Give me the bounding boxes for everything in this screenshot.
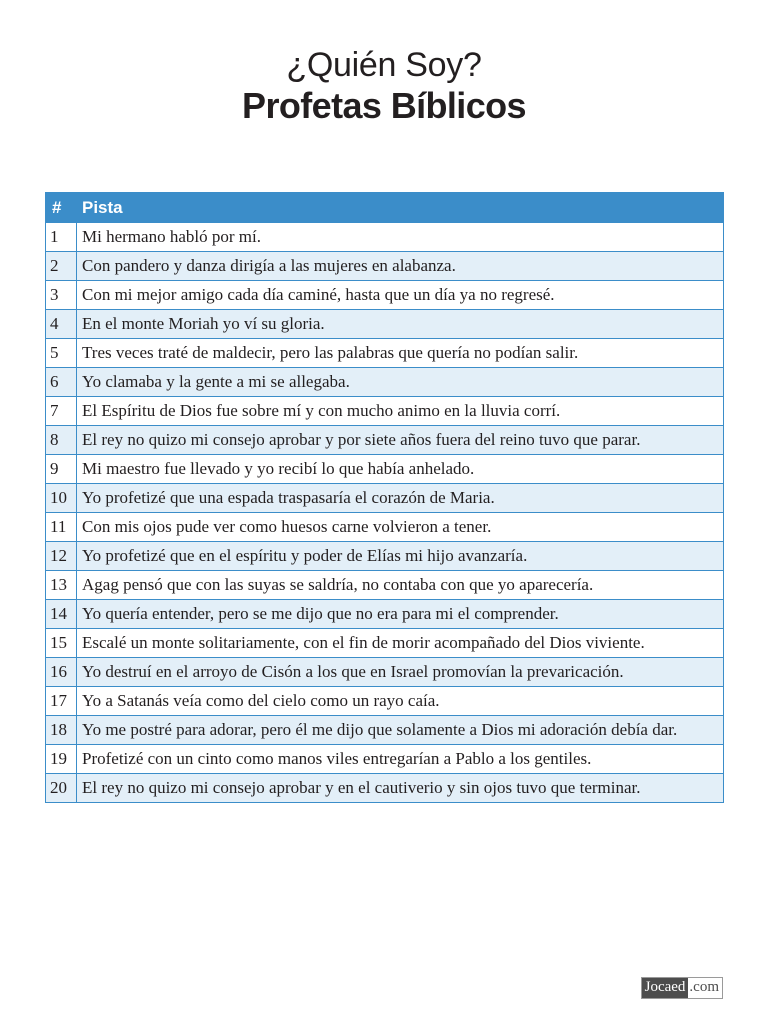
logo-tld: .com (688, 978, 722, 998)
table-row (46, 658, 724, 687)
clue-text: Yo me postré para adorar, pero él me dijo que solamente a Dios mi adoración debía dar. (77, 716, 724, 745)
table-row (46, 513, 724, 542)
table-row (46, 455, 724, 484)
clue-number: 1 (46, 223, 77, 252)
clues-table (45, 192, 724, 803)
clue-text: Mi hermano habló por mí. (77, 223, 724, 252)
clue-number: 17 (46, 687, 77, 716)
clue-text: Yo a Satanás veía como del cielo como un rayo caía. (77, 687, 724, 716)
clue-number: 15 (46, 629, 77, 658)
clue-number: 14 (46, 600, 77, 629)
clue-number: 5 (46, 339, 77, 368)
table-row (46, 774, 724, 803)
page-title: Profetas Bíblicos (242, 85, 526, 126)
clue-text: Con pandero y danza dirigía a las mujeres en alabanza. (77, 252, 724, 281)
table-row (46, 310, 724, 339)
clue-number: 20 (46, 774, 77, 803)
clue-text: El Espíritu de Dios fue sobre mí y con mucho animo en la lluvia corrí. (77, 397, 724, 426)
page-subtitle: ¿Quién Soy? (286, 46, 482, 84)
table-row (46, 745, 724, 774)
jocaed-logo (641, 977, 723, 999)
table-row (46, 716, 724, 745)
clue-text: Mi maestro fue llevado y yo recibí lo que había anhelado. (77, 455, 724, 484)
clue-text: El rey no quizo mi consejo aprobar y en el cautiverio y sin ojos tuvo que terminar. (77, 774, 724, 803)
clue-number: 18 (46, 716, 77, 745)
table-row (46, 223, 724, 252)
clue-text: Tres veces traté de maldecir, pero las palabras que quería no podían salir. (77, 339, 724, 368)
clue-number: 13 (46, 571, 77, 600)
clue-text: Yo quería entender, pero se me dijo que no era para mi el comprender. (77, 600, 724, 629)
clue-number: 7 (46, 397, 77, 426)
clue-number: 12 (46, 542, 77, 571)
title-block (0, 44, 768, 126)
clue-number: 16 (46, 658, 77, 687)
clue-number: 9 (46, 455, 77, 484)
table-row (46, 687, 724, 716)
clue-number: 10 (46, 484, 77, 513)
table-row (46, 484, 724, 513)
table-row (46, 397, 724, 426)
clue-number: 8 (46, 426, 77, 455)
clue-text: Yo profetizé que en el espíritu y poder de Elías mi hijo avanzaría. (77, 542, 724, 571)
table-row (46, 600, 724, 629)
clue-text: Con mi mejor amigo cada día caminé, hasta que un día ya no regresé. (77, 281, 724, 310)
logo-brand: Jocaed (642, 978, 689, 998)
table-row (46, 368, 724, 397)
clue-text: Profetizé con un cinto como manos viles entregarían a Pablo a los gentiles. (77, 745, 724, 774)
clue-text: Agag pensó que con las suyas se saldría, no contaba con que yo aparecería. (77, 571, 724, 600)
table-row (46, 629, 724, 658)
clue-text: El rey no quizo mi consejo aprobar y por siete años fuera del reino tuvo que parar. (77, 426, 724, 455)
clue-text: Yo clamaba y la gente a mi se allegaba. (77, 368, 724, 397)
column-header-number: # (46, 193, 77, 223)
clues-table-body (46, 223, 724, 803)
clue-number: 2 (46, 252, 77, 281)
clue-text: Yo profetizé que una espada traspasaría el corazón de Maria. (77, 484, 724, 513)
clue-number: 4 (46, 310, 77, 339)
clue-number: 6 (46, 368, 77, 397)
clue-text: En el monte Moriah yo ví su gloria. (77, 310, 724, 339)
column-header-clue: Pista (77, 193, 724, 223)
clue-text: Con mis ojos pude ver como huesos carne volvieron a tener. (77, 513, 724, 542)
table-row (46, 426, 724, 455)
table-row (46, 542, 724, 571)
table-row (46, 571, 724, 600)
table-row (46, 252, 724, 281)
table-row (46, 339, 724, 368)
clue-number: 11 (46, 513, 77, 542)
clue-number: 3 (46, 281, 77, 310)
clue-number: 19 (46, 745, 77, 774)
clue-text: Escalé un monte solitariamente, con el fin de morir acompañado del Dios viviente. (77, 629, 724, 658)
table-row (46, 281, 724, 310)
clue-text: Yo destruí en el arroyo de Cisón a los que en Israel promovían la prevaricación. (77, 658, 724, 687)
table-header-row (46, 193, 724, 223)
